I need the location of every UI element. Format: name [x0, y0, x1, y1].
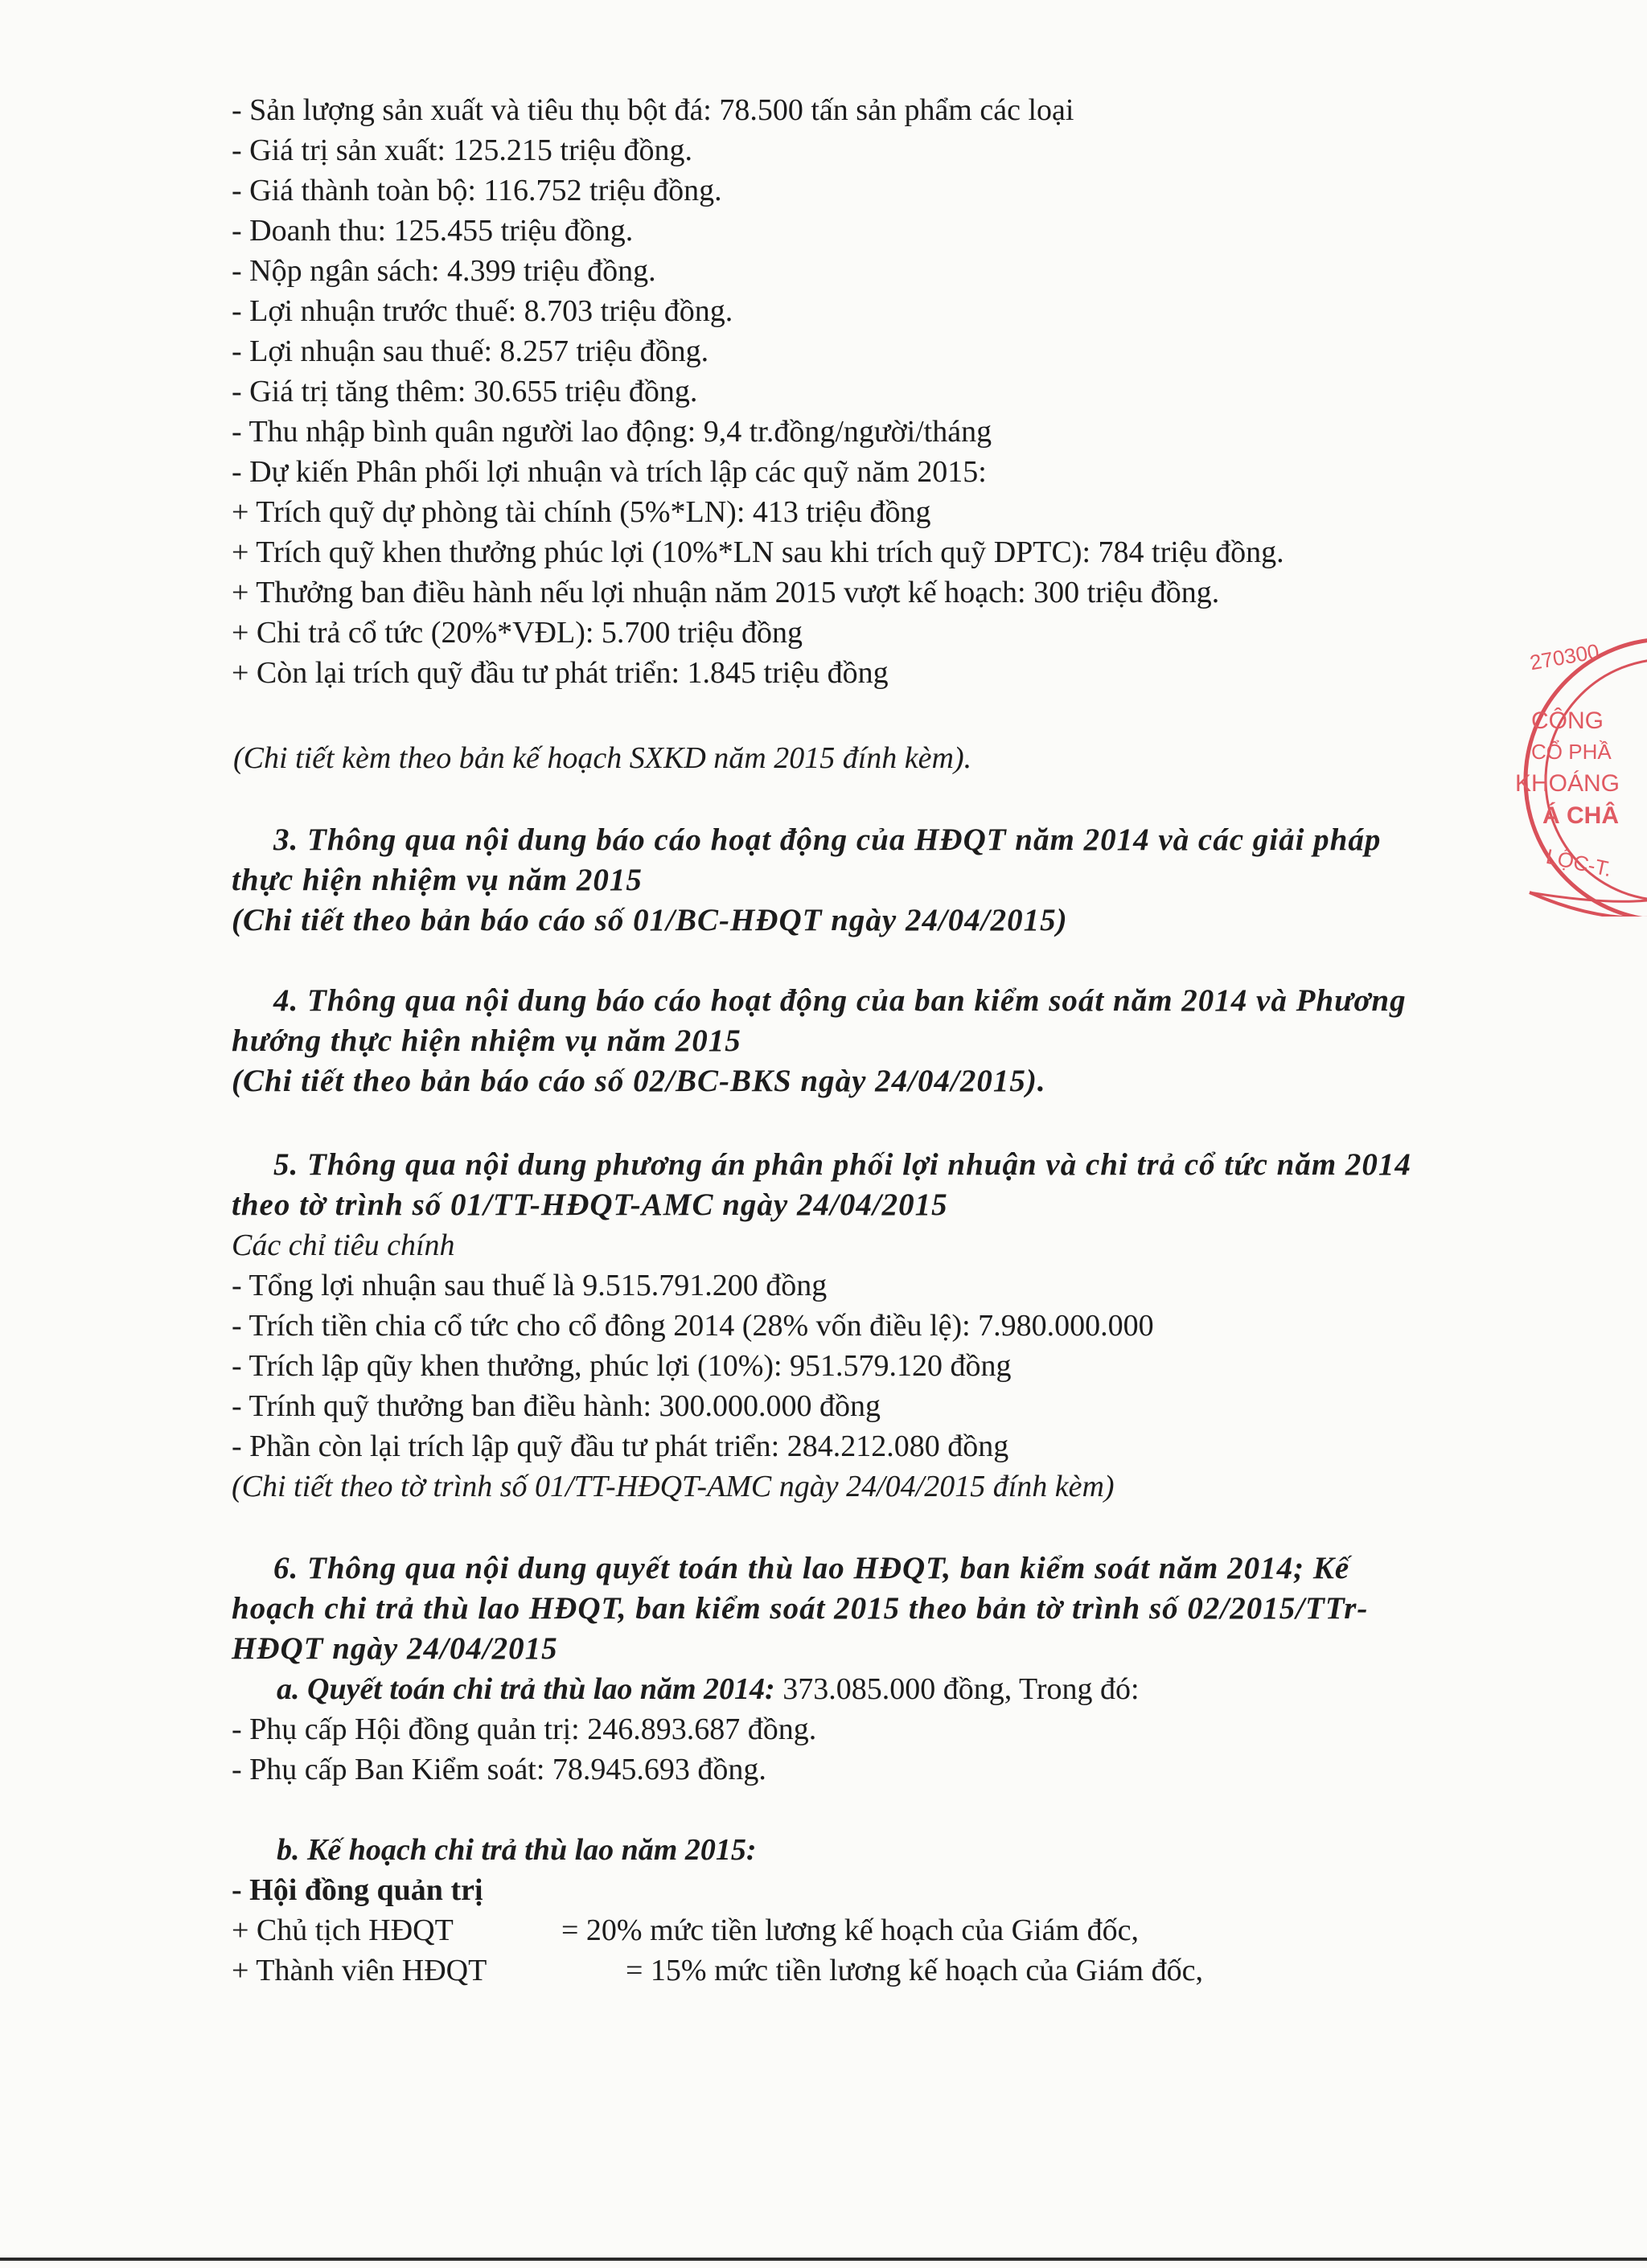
plan-2015-list	[232, 90, 1550, 693]
plan-item: + Chi trả cổ tức (20%*VĐL): 5.700 triệu đồng	[232, 616, 803, 650]
seal-line: CỔ PHẦ	[1531, 740, 1612, 764]
plan-item: + Trích quỹ dự phòng tài chính (5%*LN): 413 triệu đồng	[232, 495, 931, 529]
scan-edge-line	[0, 2258, 1647, 2261]
section-6a-row	[232, 1669, 1550, 1709]
section-5-item: - Tổng lợi nhuận sau thuế là 9.515.791.200 đồng	[232, 1269, 828, 1302]
section-4-title-cont: hướng thực hiện nhiệm vụ năm 2015	[232, 1023, 741, 1058]
section-4	[232, 981, 1550, 1101]
plan-item: - Giá trị sản xuất: 125.215 triệu đồng.	[232, 133, 693, 167]
section-3	[232, 820, 1550, 941]
section-6b-label: b. Kế hoạch chi trả thù lao năm 2015:	[277, 1833, 757, 1867]
section-6a-value: 373.085.000 đồng, Trong đó:	[774, 1672, 1140, 1706]
section-5-item: - Trích tiền chia cổ tức cho cổ đông 2014 (28% vốn điều lệ): 7.980.000.000	[232, 1309, 1154, 1343]
board-value: = 15% mức tiền lương kế hoạch của Giám đốc,	[626, 1954, 1203, 1987]
section-6a-item: - Phụ cấp Hội đồng quản trị: 246.893.687 đồng.	[232, 1712, 817, 1746]
section-5-title-cont: theo tờ trình số 01/TT-HĐQT-AMC ngày 24/04/2015	[232, 1187, 948, 1222]
spacer	[232, 1790, 1550, 1830]
seal-line: LỘC-T.	[1543, 843, 1614, 882]
section-5-title: 5. Thông qua nội dung phương án phân phối lợi nhuận và chi trả cổ tức năm 2014	[273, 1147, 1411, 1182]
section-6-title-cont: hoạch chi trả thù lao HĐQT, ban kiểm soát 2015 theo bản tờ trình số 02/2015/TTr-	[232, 1591, 1369, 1626]
section-6a-label: a. Quyết toán chi trả thù lao năm 2014:	[277, 1672, 775, 1706]
board-item-chairman	[232, 1910, 1550, 1950]
section-4-reference: (Chi tiết theo bản báo cáo số 02/BC-BKS ngày 24/04/2015).	[232, 1064, 1046, 1098]
plan-note: (Chi tiết kèm theo bản kế hoạch SXKD năm 2015 đính kèm).	[233, 741, 972, 775]
section-6-title: 6. Thông qua nội dung quyết toán thù lao HĐQT, ban kiểm soát năm 2014; Kế	[273, 1551, 1350, 1585]
seal-line: KHOÁNG	[1515, 770, 1620, 797]
board-heading: - Hội đồng quản trị	[232, 1873, 483, 1907]
plan-item: - Dự kiến Phân phối lợi nhuận và trích lập các quỹ năm 2015:	[232, 455, 987, 489]
section-6-title-end: HĐQT ngày 24/04/2015	[232, 1631, 558, 1666]
plan-item: - Lợi nhuận sau thuế: 8.257 triệu đồng.	[232, 334, 709, 368]
plan-item: - Giá thành toàn bộ: 116.752 triệu đồng.	[232, 174, 722, 207]
seal-number: 270300	[1527, 638, 1601, 675]
section-5-subtitle: Các chỉ tiêu chính	[232, 1228, 455, 1262]
section-3-title: 3. Thông qua nội dung báo cáo hoạt động của HĐQT năm 2014 và các giải pháp	[273, 822, 1382, 857]
board-role: + Chủ tịch HĐQT	[232, 1913, 454, 1947]
section-4-title: 4. Thông qua nội dung báo cáo hoạt động của ban kiểm soát năm 2014 và Phương	[273, 983, 1407, 1018]
company-seal	[1497, 627, 1647, 917]
section-5-item: - Trích lập qũy khen thưởng, phúc lợi (10%): 951.579.120 đồng	[232, 1349, 1012, 1383]
board-role: + Thành viên HĐQT	[232, 1954, 487, 1987]
plan-item: + Trích quỹ khen thưởng phúc lợi (10%*LN sau khi trích quỹ DPTC): 784 triệu đồng.	[232, 535, 1284, 569]
plan-note-block	[233, 738, 1552, 778]
section-6	[232, 1548, 1550, 1991]
plan-item: + Thưởng ban điều hành nếu lợi nhuận năm 2015 vượt kế hoạch: 300 triệu đồng.	[232, 576, 1220, 609]
seal-line: CÔNG	[1531, 707, 1604, 734]
plan-item: - Thu nhập bình quân người lao động: 9,4 tr.đồng/người/tháng	[232, 415, 992, 449]
plan-item: - Lợi nhuận trước thuế: 8.703 triệu đồng.	[232, 294, 733, 328]
section-5-item: - Trính quỹ thưởng ban điều hành: 300.000.000 đồng	[232, 1389, 881, 1423]
board-item-member	[232, 1950, 1550, 1991]
plan-item: - Doanh thu: 125.455 triệu đồng.	[232, 214, 634, 248]
section-5	[232, 1145, 1550, 1507]
seal-line: Á CHÂ	[1542, 802, 1619, 829]
plan-item: + Còn lại trích quỹ đầu tư phát triển: 1.845 triệu đồng	[232, 656, 889, 690]
plan-item: - Sản lượng sản xuất và tiêu thụ bột đá: 78.500 tấn sản phẩm các loại	[232, 93, 1074, 127]
board-value: = 20% mức tiền lương kế hoạch của Giám đốc,	[561, 1913, 1139, 1947]
plan-item: - Giá trị tăng thêm: 30.655 triệu đồng.	[232, 375, 698, 408]
section-3-title-cont: thực hiện nhiệm vụ năm 2015	[232, 863, 643, 897]
section-6a-item: - Phụ cấp Ban Kiểm soát: 78.945.693 đồng.	[232, 1753, 766, 1786]
section-3-reference: (Chi tiết theo bản báo cáo số 01/BC-HĐQT ngày 24/04/2015)	[232, 903, 1068, 937]
section-5-note: (Chi tiết theo tờ trình số 01/TT-HĐQT-AMC ngày 24/04/2015 đính kèm)	[232, 1470, 1115, 1503]
section-5-item: - Phần còn lại trích lập quỹ đầu tư phát triển: 284.212.080 đồng	[232, 1429, 1009, 1463]
plan-item: - Nộp ngân sách: 4.399 triệu đồng.	[232, 254, 656, 288]
